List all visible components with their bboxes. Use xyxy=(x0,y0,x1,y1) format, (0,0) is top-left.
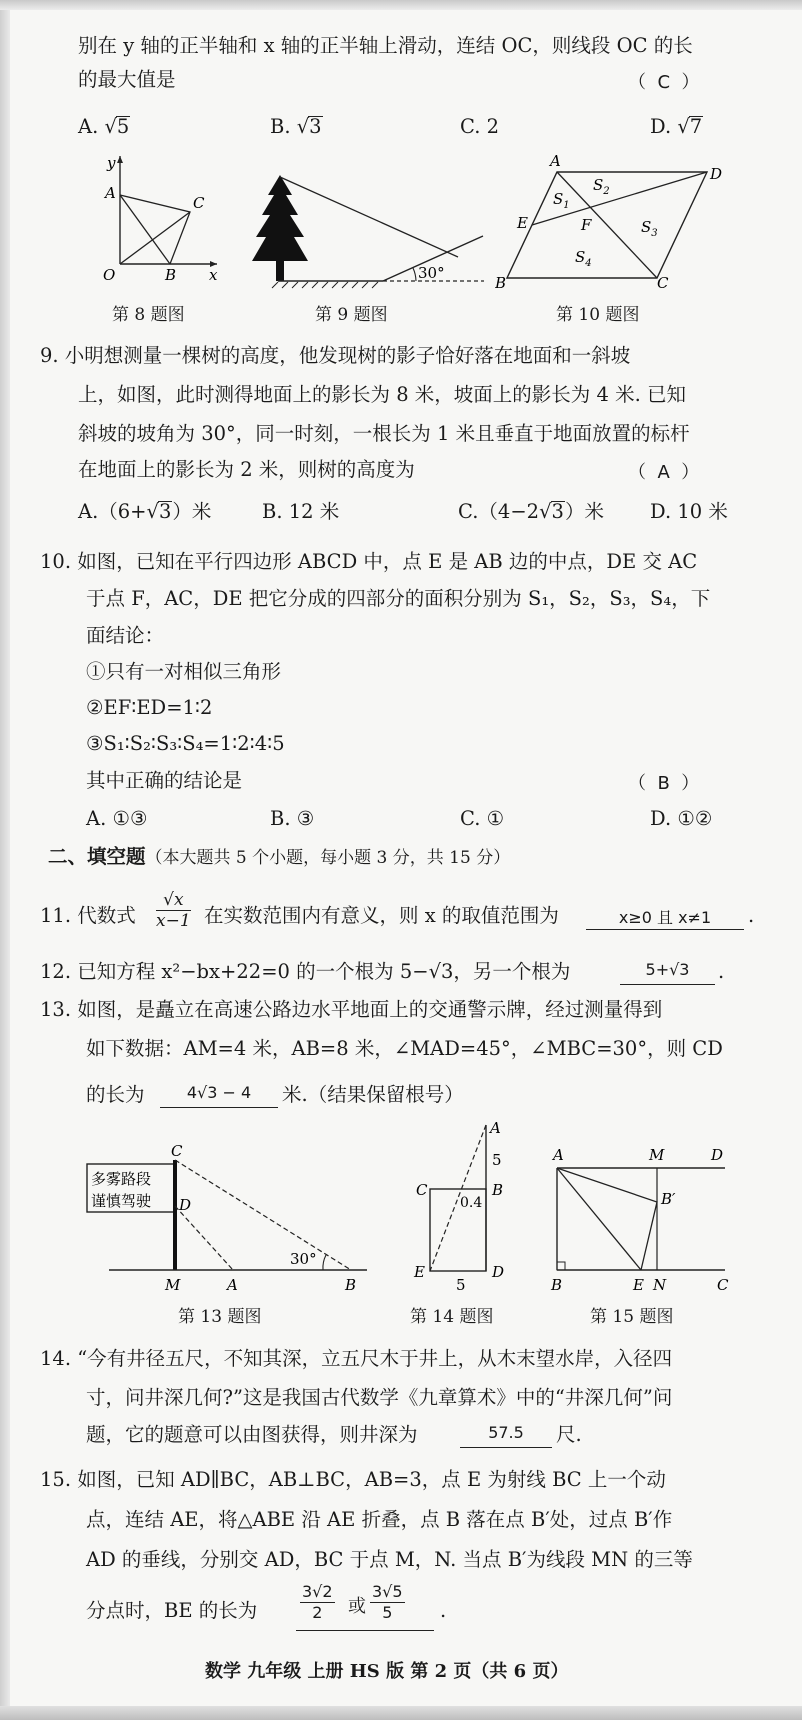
q8-option-d: D. √7 xyxy=(650,115,703,138)
figure-13 xyxy=(85,1140,375,1295)
fig10-label-e: E xyxy=(517,214,528,232)
fig13-label-d: D xyxy=(179,1196,192,1214)
q13-post3: 米.（结果保留根号） xyxy=(282,1083,464,1106)
q15-pre4: 分点时，BE 的长为 xyxy=(86,1599,258,1622)
fig8-y-label: y xyxy=(107,154,116,172)
fig10-label-s4: $S_4$ xyxy=(575,248,592,269)
fig13-label-a: A xyxy=(227,1276,238,1294)
q15-line2: 点，连结 AE，将△ABE 沿 AE 折叠，点 B 落在点 B′处，过点 B′作 xyxy=(86,1508,673,1531)
q8-option-c: C. 2 xyxy=(460,115,500,138)
q10-line1: 10. 如图，已知在平行四边形 ABCD 中，点 E 是 AB 边的中点，DE 交 AC xyxy=(40,550,698,573)
q10-option-a: A. ①③ xyxy=(86,807,148,830)
fig13-caption: 第 13 题图 xyxy=(178,1307,262,1327)
q10-ask: 其中正确的结论是 xyxy=(86,769,243,792)
q9-line3: 斜坡的坡角为 30°，同一时刻，一根长为 1 米且垂直于地面放置的标杆 xyxy=(78,422,690,445)
fig14-length-bottom: 5 xyxy=(456,1276,466,1294)
fig13-angle-label: 30° xyxy=(290,1250,317,1268)
fig14-label-e: E xyxy=(414,1263,425,1281)
fig14-gap-label: 0.4 xyxy=(460,1195,483,1211)
fig15-label-d: D xyxy=(711,1146,724,1164)
fig15-label-c: C xyxy=(717,1276,729,1294)
q12-answer-blank: 5+√3 xyxy=(620,960,715,985)
q9-line1: 9. 小明想测量一棵树的高度，他发现树的影子恰好落在地面和一斜坡 xyxy=(40,344,631,367)
q9-option-d: D. 10 米 xyxy=(650,500,728,523)
fig15-caption: 第 15 题图 xyxy=(590,1307,674,1327)
fig13-sign-line1: 多雾路段 xyxy=(91,1170,152,1188)
q10-statement-3: ③S₁∶S₂∶S₃∶S₄=1∶2∶4∶5 xyxy=(86,732,285,755)
q10-statement-1: ①只有一对相似三角形 xyxy=(86,660,282,683)
fig10-label-c: C xyxy=(657,274,669,290)
q15-answer-fraction-2: $\frac{3√5}{5}$ xyxy=(372,1582,403,1622)
q13-pre3: 的长为 xyxy=(86,1083,145,1106)
fig13-label-c: C xyxy=(171,1142,183,1160)
fig14-label-c: C xyxy=(416,1181,428,1199)
q10-option-b: B. ③ xyxy=(270,807,315,830)
fig8-x-label: x xyxy=(209,266,218,280)
fig14-label-b: B xyxy=(492,1181,504,1199)
q13-answer-blank: 4√3 − 4 xyxy=(160,1083,278,1108)
q9-option-a: A.（6+√3）米 xyxy=(78,500,212,523)
fig8-label-c: C xyxy=(193,194,205,212)
q10-option-c: C. ① xyxy=(460,807,505,830)
q12-end: . xyxy=(718,960,725,983)
q12-pre: 12. 已知方程 x²−bx+22=0 的一个根为 5−√3，另一个根为 xyxy=(40,960,571,983)
fig8-label-o: O xyxy=(103,266,116,280)
q15-line1: 15. 如图，已知 AD∥BC，AB⊥BC，AB=3，点 E 为射线 BC 上一个动 xyxy=(40,1468,666,1491)
q9-answer: （ A ） xyxy=(628,462,700,483)
q14-answer-blank: 57.5 xyxy=(460,1423,552,1448)
fig14-length-top: 5 xyxy=(492,1151,502,1169)
fig10-label-s3: $S_3$ xyxy=(641,218,658,239)
q11-post: 在实数范围内有意义，则 x 的取值范围为 xyxy=(204,904,559,927)
fig15-label-b: B xyxy=(551,1276,563,1294)
fig9-caption: 第 9 题图 xyxy=(315,305,388,325)
fig13-label-m: M xyxy=(165,1276,181,1294)
q14-line1: 14. “今有井径五尺，不知其深，立五尺木于井上，从木末望水岸，入径四 xyxy=(40,1347,673,1370)
q10-answer: （ B ） xyxy=(628,773,700,794)
q9-option-c: C.（4−2√3）米 xyxy=(458,500,604,523)
fig13-label-b: B xyxy=(345,1276,357,1294)
q10-statement-2: ②EF∶ED=1∶2 xyxy=(86,696,213,719)
fig8-caption: 第 8 题图 xyxy=(112,305,185,325)
page-bottom-edge xyxy=(0,1706,802,1720)
figure-8 xyxy=(85,150,225,280)
fig10-label-s1: $S_1$ xyxy=(553,190,570,211)
fig10-label-f: F xyxy=(581,216,592,234)
q10-option-d: D. ①② xyxy=(650,807,713,830)
q14-pre3: 题，它的题意可以由图获得，则井深为 xyxy=(86,1423,418,1446)
fig10-caption: 第 10 题图 xyxy=(556,305,640,325)
q15-answer-fraction-1: $\frac{3√2}{2}$ xyxy=(302,1582,333,1622)
q13-line1: 13. 如图，是矗立在高速公路边水平地面上的交通警示牌，经过测量得到 xyxy=(40,998,663,1021)
q11-end: . xyxy=(748,904,755,927)
q15-answer-blank xyxy=(296,1580,434,1631)
fig10-label-b: B xyxy=(495,274,507,290)
q9-line4: 在地面上的影长为 2 米，则树的高度为 xyxy=(78,458,415,481)
figure-9 xyxy=(248,165,488,295)
fig15-label-bprime: B′ xyxy=(661,1190,676,1208)
fig10-label-d: D xyxy=(710,165,723,183)
q11-fraction: $\frac{√x}{x-1}$ xyxy=(156,890,191,931)
section-2-header: 二、填空题（本大题共 5 个小题，每小题 3 分，共 15 分） xyxy=(48,845,511,868)
fig9-angle-label: 30° xyxy=(418,264,445,282)
page-top-edge xyxy=(0,0,802,10)
q10-line2: 于点 F，AC，DE 把它分成的四部分的面积分别为 S₁，S₂，S₃，S₄，下 xyxy=(86,587,711,610)
q15-answer-or: 或 xyxy=(348,1596,366,1617)
q14-line2: 寸，问井深几何?”这是我国古代数学《九章算术》中的“井深几何”问 xyxy=(86,1386,673,1409)
figure-10 xyxy=(495,150,735,290)
figure-14 xyxy=(408,1115,518,1295)
fig14-caption: 第 14 题图 xyxy=(410,1307,494,1327)
q10-line3: 面结论： xyxy=(86,624,165,647)
q14-post3: 尺. xyxy=(556,1423,582,1446)
fig8-label-a: A xyxy=(105,184,116,202)
q13-line2: 如下数据：AM=4 米，AB=8 米，∠MAD=45°，∠MBC=30°，则 CD xyxy=(86,1037,723,1060)
fig10-label-a: A xyxy=(550,152,561,170)
fig15-label-e: E xyxy=(633,1276,644,1294)
fig8-label-b: B xyxy=(165,266,177,280)
fig15-label-n: N xyxy=(653,1276,667,1294)
q8-line2: 的最大值是 xyxy=(78,68,176,91)
q15-line3: AD 的垂线，分别交 AD，BC 于点 M，N. 当点 B′为线段 MN 的三等 xyxy=(86,1548,693,1571)
q9-option-b: B. 12 米 xyxy=(262,500,340,523)
q8-line1: 别在 y 轴的正半轴和 x 轴的正半轴上滑动，连结 OC，则线段 OC 的长 xyxy=(78,34,693,57)
q11-answer-blank: x≥0 且 x≠1 xyxy=(586,905,744,930)
fig15-label-a: A xyxy=(553,1146,564,1164)
q9-line2: 上，如图，此时测得地面上的影长为 8 米，坡面上的影长为 4 米. 已知 xyxy=(78,383,687,406)
q11-pre: 11. 代数式 xyxy=(40,904,136,927)
q8-option-a: A. √5 xyxy=(78,115,130,138)
fig14-label-d: D xyxy=(492,1263,505,1281)
fig15-label-m: M xyxy=(649,1146,665,1164)
fig10-label-s2: $S_2$ xyxy=(593,176,610,197)
page-footer: 数学 九年级 上册 HS 版 第 2 页（共 6 页） xyxy=(205,1661,569,1682)
figure-15 xyxy=(545,1140,745,1295)
q15-end: . xyxy=(440,1599,447,1622)
fig13-sign-line2: 谨慎驾驶 xyxy=(91,1192,152,1210)
fig14-label-a: A xyxy=(490,1119,501,1137)
q8-option-b: B. √3 xyxy=(270,115,322,138)
q8-answer: （ C ） xyxy=(628,72,700,93)
